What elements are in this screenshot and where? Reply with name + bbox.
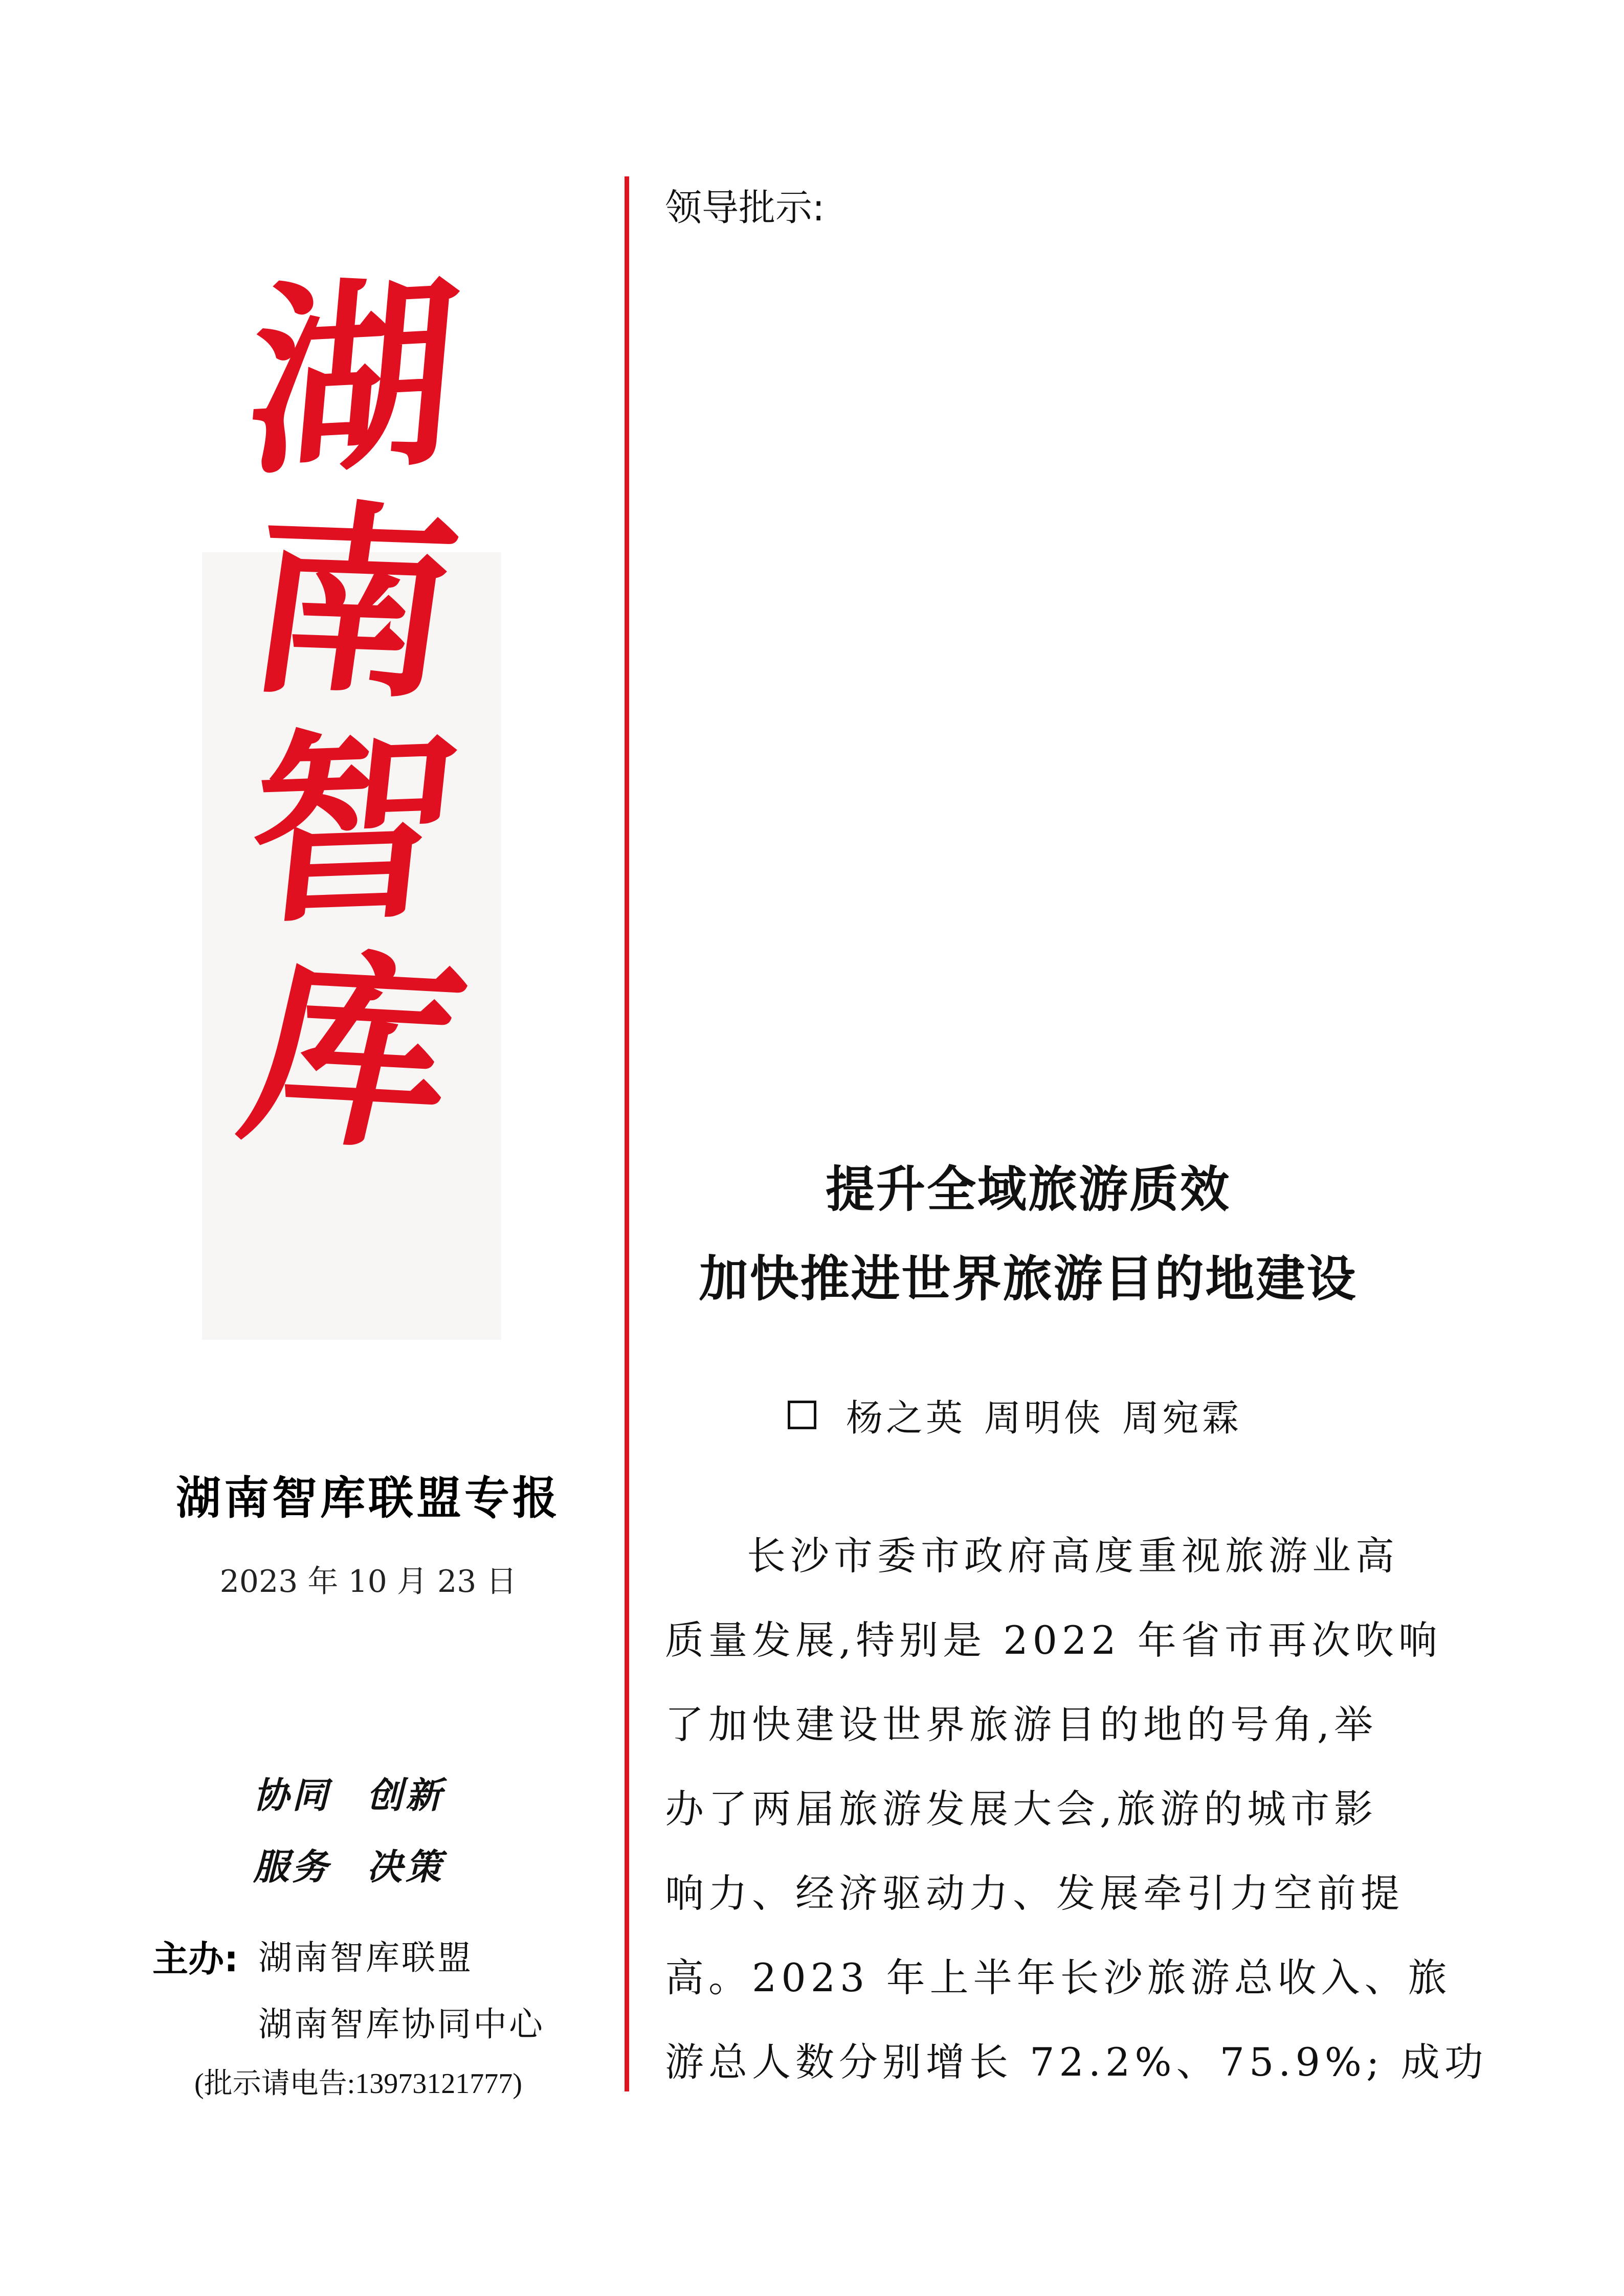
- calligraphy-char: 湖: [239, 253, 466, 504]
- motto-word: 服务: [253, 1845, 331, 1888]
- motto-word: 协同: [253, 1774, 331, 1816]
- body-line: 质量发展,特别是 2022 年省市再次吹响: [665, 1617, 1442, 1663]
- square-box-icon: [788, 1401, 816, 1429]
- body-line: 办了两届旅游发展大会,旅游的城市影: [665, 1786, 1378, 1832]
- article-title-line-2: 加快推进世界旅游目的地建设: [699, 1250, 1358, 1308]
- body-line: 了加快建设世界旅游目的地的号角,举: [665, 1702, 1378, 1747]
- masthead-calligraphy: [220, 253, 486, 1179]
- publication-date: 2023 年 10 月 23 日: [219, 1564, 517, 1600]
- calligraphy-char: 智: [237, 705, 469, 952]
- body-line: 高。2023 年上半年长沙旅游总收入、旅: [665, 1955, 1452, 2000]
- motto-line-1: [253, 1767, 444, 1818]
- body-line: 长沙市委市政府高度重视旅游业高: [747, 1533, 1399, 1579]
- sponsor-name: 湖南智库联盟: [258, 1938, 473, 1977]
- article-body: [665, 1514, 1488, 2104]
- article-title-line-1: 提升全域旅游质效: [826, 1161, 1231, 1218]
- sponsor-label: 主办:: [152, 1938, 238, 1980]
- calligraphy-char: 库: [224, 928, 482, 1179]
- red-divider: [625, 176, 629, 2091]
- publication-title: 湖南智库联盟专报: [175, 1472, 561, 1524]
- author-name: 周明侠: [984, 1397, 1104, 1439]
- author-name: 周宛霖: [1122, 1397, 1242, 1439]
- motto-word: 创新: [367, 1774, 444, 1816]
- byline: [788, 1388, 1260, 1442]
- author-name: 杨之英: [846, 1397, 966, 1439]
- motto-word: 决策: [367, 1845, 444, 1888]
- motto-line-2: [253, 1838, 444, 1890]
- contact-phone: (批示请电告:13973121777): [194, 2068, 522, 2100]
- body-line: 响力、经济驱动力、发展牵引力空前提: [665, 1871, 1404, 1916]
- body-line: 游总人数分别增长 72.2%、75.9%; 成功: [665, 2039, 1488, 2085]
- calligraphy-char: 南: [234, 480, 472, 727]
- leader-comment-label: 领导批示:: [665, 186, 825, 229]
- sponsor-name: 湖南智库协同中心: [258, 2005, 545, 2044]
